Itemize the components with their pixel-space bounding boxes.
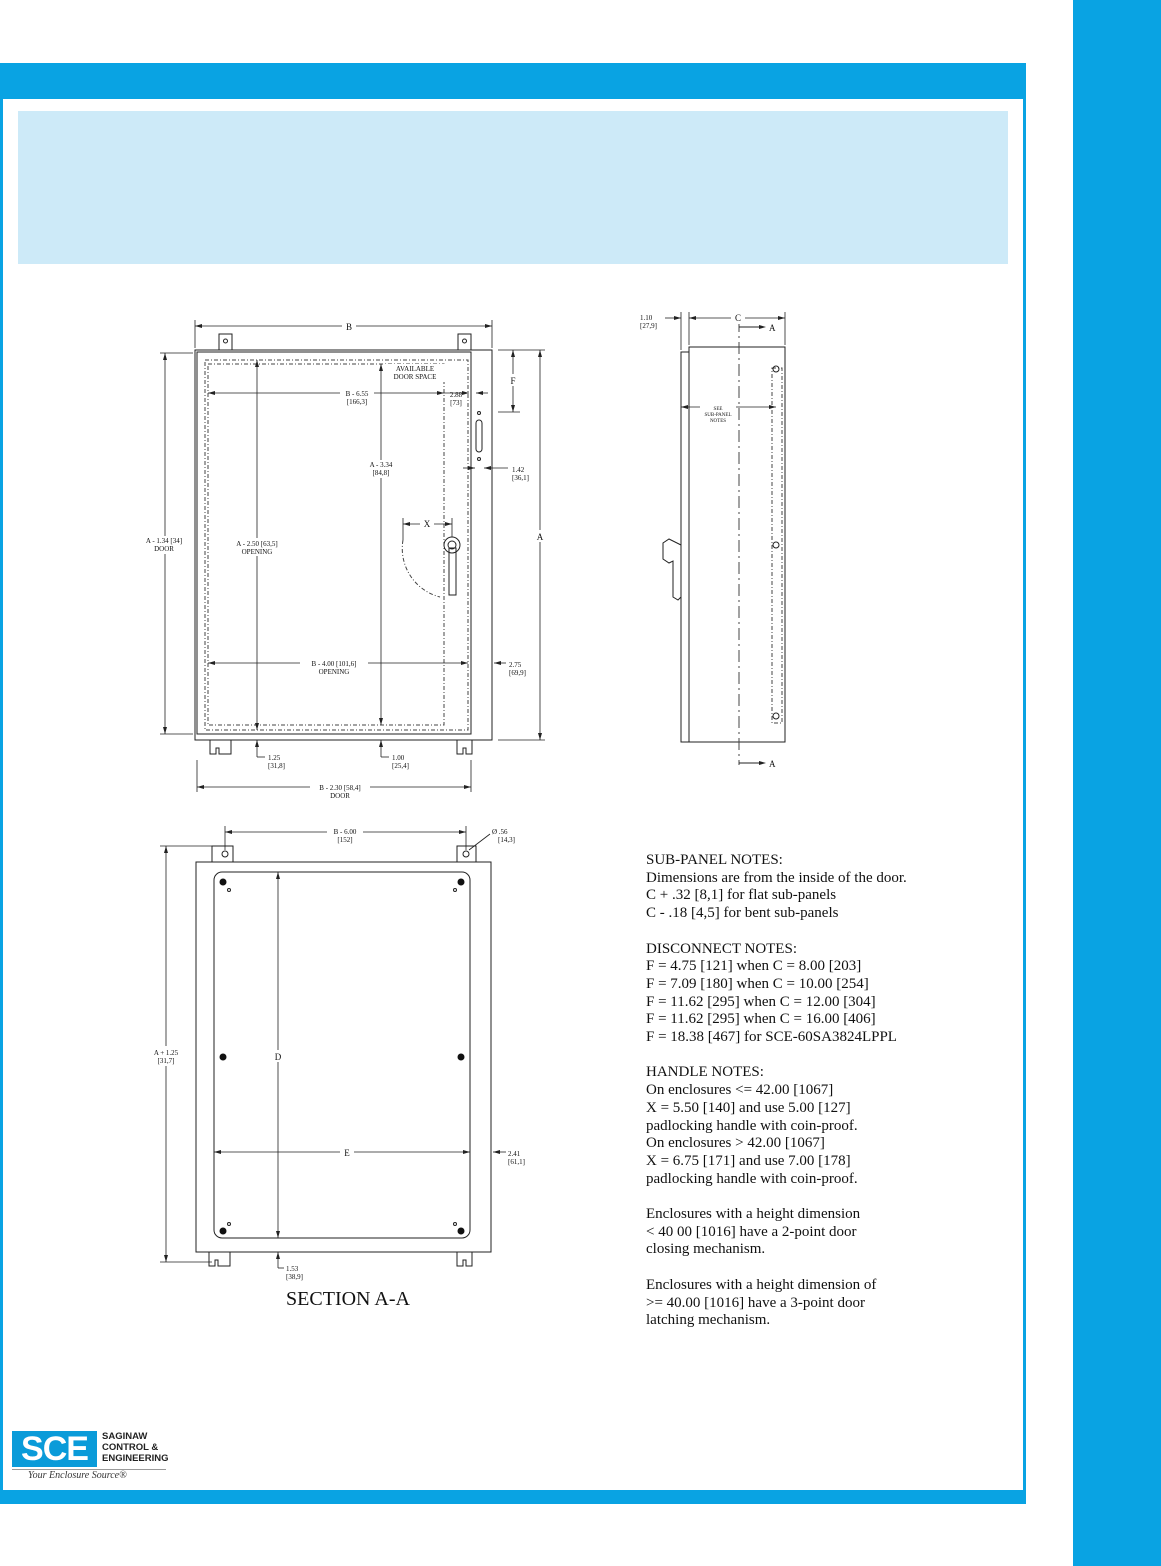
front-view-drawing: [130, 310, 560, 805]
dim-288-mm: [73]: [450, 399, 462, 407]
see-note-2: SUB-PANEL: [704, 413, 732, 418]
sce-logo: [10, 1428, 169, 1486]
dim-door-width-1: B - 2.30 [58,4]: [319, 784, 361, 792]
note-line: Dimensions are from the inside of the door.: [646, 869, 907, 886]
dim-b-minus-655: B - 6.55: [345, 390, 369, 398]
dim-110: 1.10: [640, 314, 653, 322]
right-side-band: [1073, 0, 1161, 1566]
dim-door-width-2: DOOR: [330, 792, 350, 800]
dim-a-plus-125-mm: [31,7]: [157, 1057, 175, 1065]
dim-142-mm: [36,1]: [512, 474, 529, 482]
dim-opening-height-2: OPENING: [241, 548, 273, 556]
dim-241-mm: [61,1]: [508, 1158, 525, 1166]
note-line: X = 5.50 [140] and use 5.00 [127]: [646, 1099, 851, 1116]
dim-e-label: E: [344, 1148, 350, 1158]
dim-b-minus-655-mm: [166,3]: [346, 398, 368, 406]
dim-125: 1.25: [268, 754, 281, 762]
dim-153: 1.53: [286, 1265, 299, 1273]
note-line: padlocking handle with coin-proof.: [646, 1117, 858, 1134]
note-line: F = 11.62 [295] when C = 12.00 [304]: [646, 993, 876, 1010]
logo-mark: SCE: [12, 1431, 97, 1467]
section-view-drawing: [130, 818, 560, 1318]
note-line: < 40 00 [1016] have a 2-point door: [646, 1223, 857, 1240]
logo-company-name: [102, 1431, 172, 1464]
note-title: DISCONNECT NOTES:: [646, 940, 797, 957]
dim-100-mm: [25,4]: [392, 762, 409, 770]
note-title: SUB-PANEL NOTES:: [646, 852, 783, 868]
dim-hole-diameter: Ø .56: [492, 828, 508, 836]
dim-100: 1.00: [392, 754, 405, 762]
note-line: closing mechanism.: [646, 1241, 766, 1258]
sub-panel-notes: [646, 852, 1016, 923]
dim-opening-height-1: A - 2.50 [63,5]: [236, 540, 278, 548]
note-line: On enclosures <= 42.00 [1067]: [646, 1082, 834, 1099]
dim-a-minus-334: A - 3.34: [369, 461, 393, 469]
notes-column: [646, 852, 1016, 1348]
disconnect-notes: [646, 941, 1016, 1047]
dim-opening-width-2: OPENING: [318, 668, 350, 676]
note-line: F = 7.09 [180] when C = 10.00 [254]: [646, 975, 869, 992]
section-caption: SECTION A-A: [286, 1288, 410, 1310]
note-line: Enclosures with a height dimension: [646, 1206, 861, 1223]
title-band: [18, 111, 1008, 264]
dim-a-minus-334-mm: [84,8]: [372, 469, 390, 477]
see-note-1: SEE: [713, 407, 723, 412]
logo-line: ENGINEERING: [102, 1453, 169, 1464]
logo-line: CONTROL &: [102, 1442, 159, 1453]
available-label-1: AVAILABLE: [395, 365, 435, 373]
dim-b-minus-600-mm: [152]: [337, 836, 353, 844]
dim-b-minus-600: B - 6.00: [333, 828, 357, 836]
dim-hole-diameter-mm: [14,3]: [498, 836, 515, 844]
dim-c-label: C: [734, 313, 742, 323]
section-a-bottom: A: [769, 759, 776, 769]
note-line: F = 4.75 [121] when C = 8.00 [203]: [646, 958, 862, 975]
dim-door-height-2: DOOR: [154, 545, 174, 553]
three-point-note: [646, 1277, 1016, 1330]
dim-275-mm: [69,9]: [509, 669, 526, 677]
note-line: >= 40.00 [1016] have a 3-point door: [646, 1294, 865, 1311]
note-line: padlocking handle with coin-proof.: [646, 1170, 858, 1187]
note-line: F = 18.38 [467] for SCE-60SA3824LPPL: [646, 1029, 897, 1046]
dim-opening-width-1: B - 4.00 [101,6]: [311, 660, 357, 668]
dim-a-plus-125: A + 1.25: [153, 1049, 179, 1057]
logo-line: SAGINAW: [102, 1431, 148, 1442]
logo-tagline: Your Enclosure Source®: [28, 1470, 127, 1481]
dim-b-label: B: [345, 322, 353, 332]
note-line: X = 6.75 [171] and use 7.00 [178]: [646, 1152, 851, 1169]
dim-275: 2.75: [509, 661, 522, 669]
two-point-note: [646, 1206, 1016, 1259]
note-line: F = 11.62 [295] when C = 16.00 [406]: [646, 1011, 876, 1028]
dim-125-mm: [31,8]: [268, 762, 285, 770]
side-view-drawing: [630, 308, 810, 773]
note-title: HANDLE NOTES:: [646, 1064, 764, 1081]
dim-288: 2.88: [449, 391, 463, 399]
section-a-top: A: [769, 323, 776, 333]
dim-x-label: X: [423, 519, 431, 529]
see-note-3: NOTES: [709, 419, 727, 424]
dim-f-label: F: [510, 376, 516, 386]
handle-notes: [646, 1064, 1016, 1188]
note-line: C + .32 [8,1] for flat sub-panels: [646, 887, 837, 904]
dim-142: 1.42: [512, 466, 525, 474]
note-line: Enclosures with a height dimension of: [646, 1276, 877, 1293]
dim-door-height-1: A - 1.34 [34]: [145, 537, 183, 545]
available-label-2: DOOR SPACE: [393, 373, 437, 381]
dim-241: 2.41: [508, 1150, 521, 1158]
note-line: On enclosures > 42.00 [1067]: [646, 1135, 825, 1152]
dim-d-label: D: [274, 1052, 282, 1062]
dim-110-mm: [27,9]: [640, 322, 657, 330]
note-line: latching mechanism.: [646, 1312, 771, 1329]
note-line: C - .18 [4,5] for bent sub-panels: [646, 905, 839, 922]
dim-a-label: A: [536, 532, 544, 542]
dim-153-mm: [38,9]: [286, 1273, 303, 1281]
